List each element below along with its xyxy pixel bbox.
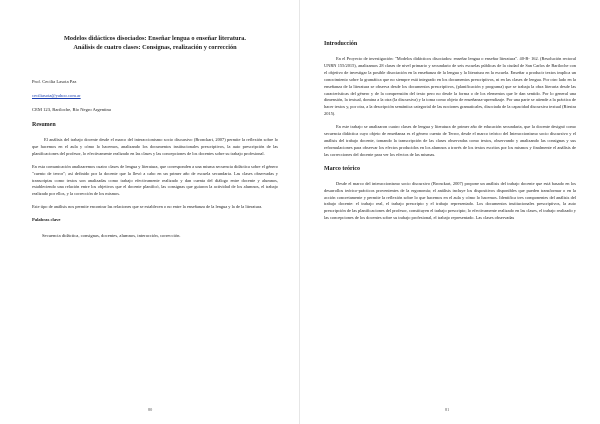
introduccion-paragraph-2: En este trabajo se analizaron cuatro clases de lengua y literatura de primer año de educación secundaria, que la docente designó como secuencia didáctica cuyo objeto de enseñanza es el género cuento de Terror, desde el marco teórico del Interaccionismo socio discursivo y el análisis del trabajo docente, tomando la transcripción de las clases observadas como textos, observando y analizando las consignas y sus reformulaciones para observar los efectos producidos en los alumnos a través de los textos escritos por los mismos y finalmente el análisis de las correcciones del docente para ver los efectos de las mismas. [324,124,576,157]
introduccion-heading: Introducción [324,41,358,47]
right-page [300,0,600,424]
author-name: Prof. Cecilia Lasota Paz [32,79,77,84]
marco-teorico-heading: Marco teórico [324,165,361,172]
paper-title-line1: Modelos didácticos disociados: Enseñar lengua o enseñar literatura. [63,35,247,42]
introduccion-paragraph-1: En el Proyecto de investigación: "Modelos didácticos disociados: enseñar lengua o enseñar literatura". 40-B- 162. (Resolución rectoral UNRN 155/2015), analizamos 28 clases de nivel primario y secundario de seis escuelas públicas de la ciudad de San Carlos de Bariloche con el objetivo de investigar la posible disociación en la enseñanza de la lengua y la literatura en la escuela. Enseñar a producir textos implica un conocimiento sobre la gramática que no siempre está integrado en los documentos prescriptivos, ni en las clases de lengua. Por otro lado en la enseñanza de la literatura se observa desde los documentos prescriptivos, (planificación y programa) que se trabaja la obra literaria desde las características del género y de la comprensión del texto pero no desde la forma o de los elementos que le dan sentido. Por lo general una dimensión, la textual, domina a la otra (la discursiva) y la toma como objeto de enseñanza-aprendizaje. Por una parte se atiende a la práctica de hacer textos y, por otra, a la descripción semántica categorial de las nociones gramaticales, disociada de la capacidad discursiva textual (Riestra 2015). [324,56,576,117]
author-email-link[interactable]: ceciliasota@yahoo.com.ar [32,93,81,98]
page-number-right: 81 [445,407,450,412]
keywords-list: Secuencia didáctica, consignas, docentes, alumnos, interacción, corrección. [42,233,181,239]
author-affiliation: CEM 123, Bariloche, Río Negro Argentina [32,107,111,112]
resumen-heading: Resumen [32,122,56,128]
resumen-paragraph-3: Este tipo de análisis nos permite encontrar las relaciones que se establecen o no entre la enseñanza de la lengua y la de la literatura. [32,204,263,210]
resumen-paragraph-1: El análisis del trabajo docente desde el marco del interaccionismo socio discursivo (Bronckart, 2007) permite la reflexión sobre lo que hacemos en el aula y cómo lo hacemos, analizando los documentos institucionales prescriptivos, la auto prescripción de las planificaciones del profesor, lo efectivamente realizado en las clases y las concepciones de los docentes sobre su trabajo profesional. [32,137,278,156]
marco-teorico-paragraph-1: Desde el marco del interaccionismo socio discursivo (Bronckart, 2007) propone un análisis del trabajo docente que está basado en los desarrollos teórico-prácticos provenientes de la ergonomía; el análisis incluye los dispositivos disponibles que pueden transformar o en la acción concretamente y permite la reflexión sobre lo que hacemos en el aula y cómo lo hacemos. Identifica tres componentes del análisis del trabajo docente: el trabajo real, el trabajo prescripto y el trabajo representado. Los documentos institucionales prescriptivos, la auto prescripción de las planificaciones del profesor, constituyen el trabajo prescripto; lo efectivamente realizado en las clases, el trabajo realizado y las concepciones de los docentes sobre su trabajo profesional, el trabajo representado. Las clases observadas [324,180,576,221]
keywords-label: Palabras clave [32,217,61,223]
page-number-left: 80 [148,407,153,412]
resumen-paragraph-2: En esta comunicación analizaremos cuatro clases de lengua y literatura, que corresponden a una misma secuencia didáctica sobre el género "cuento de terror"; así definido por la docente que la llevó a cabo en un primer año de escuela secundaria. Las clases observadas y transcriptas como textos son analizadas como trabajo efectivamente realizado y dan cuenta del diálogo entre docente y alumnos, estableciendo una relación entre los objetivos que el docente planificó, las consignas que guiaron la actividad de los alumnos, el trabajo realizado por ellos, y la corrección de los mismos. [32,163,278,197]
paper-title-line2: Análisis de cuatro clases: Consignas, realización y corrección [73,44,237,51]
